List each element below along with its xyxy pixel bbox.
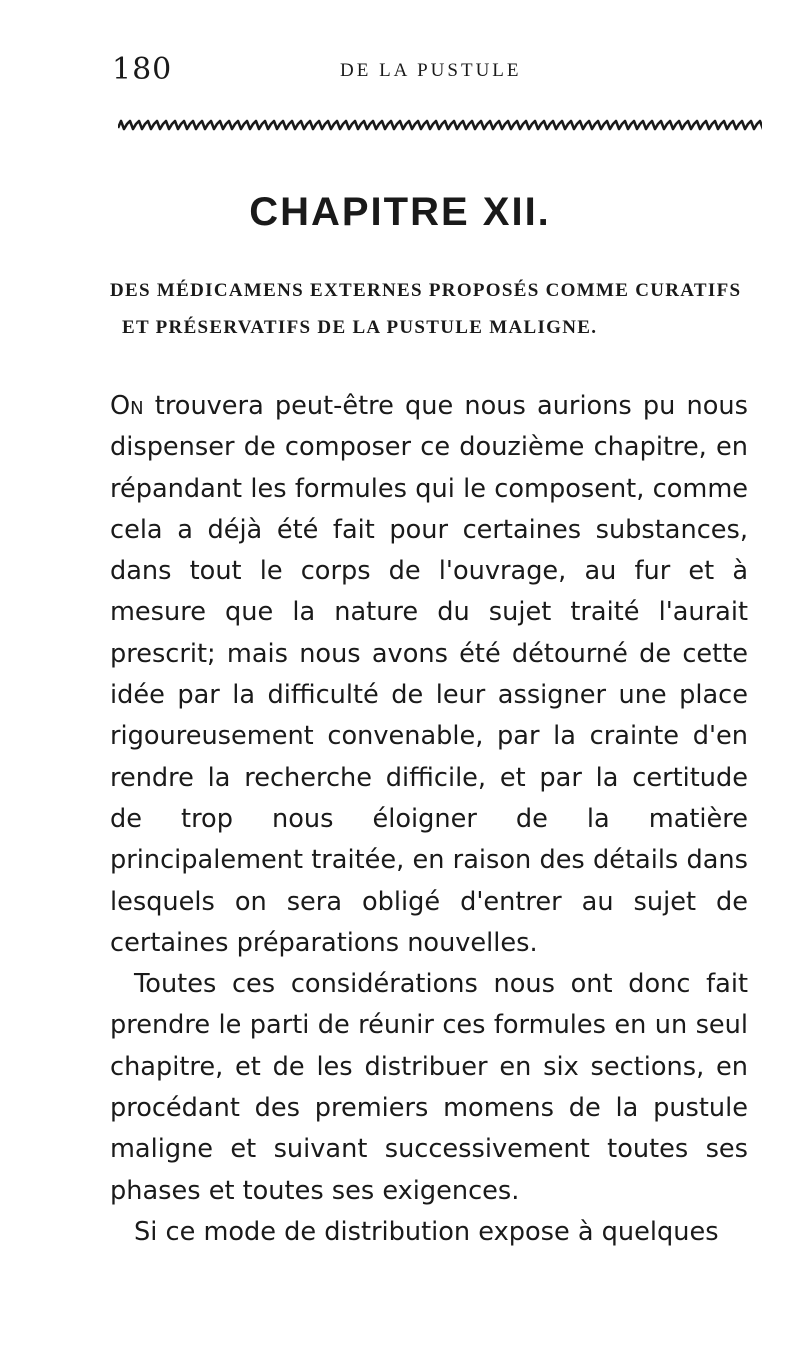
running-title: DE LA PUSTULE [340, 60, 522, 81]
chapter-title: CHAPITRE XII. [249, 190, 551, 234]
paragraph-2: Toutes ces considérations nous ont donc fait prendre le parti de réunir ces formules en un seul chapitre, et de les distribuer en six sections, en procédant des premiers momens de la pustule maligne et suivant successivement toutes ses phases et toutes ses exigences. [110, 969, 748, 1206]
decorative-rule [118, 118, 762, 132]
running-head [112, 52, 752, 92]
paragraph-1-text: trouvera peut-être que nous aurions pu nous dispenser de composer ce douzième chapitre, en répandant les formules qui le composent, comme cela a déjà été fait pour certaines substances, dans tout le corps de l'ouvrage, au fur et à mesure que la nature du sujet traité l'aurait prescrit; mais nous avons été détourné de cette idée par la difficulté de leur assigner une place rigoureusement convenable, par la crainte d'en rendre la recherche difficile, et par la certitude de trop nous éloigner de la matière principalement traitée, en raison des détails dans lesquels on sera obligé d'entrer au sujet de certaines préparations nouvelles. [110, 391, 748, 958]
paragraph-3: Si ce mode de distribution expose à quelques [134, 1216, 719, 1247]
body-text [110, 386, 748, 1253]
paragraph-1 [110, 386, 748, 964]
paragraph-lead-word: On [110, 391, 144, 421]
chapter-subtitle: DES MÉDICAMENS EXTERNES PROPOSÉS COMME CURATIFS ET PRÉSERVATIFS DE LA PUSTULE MALIGNE. [110, 280, 742, 338]
page-number: 180 [112, 52, 173, 87]
